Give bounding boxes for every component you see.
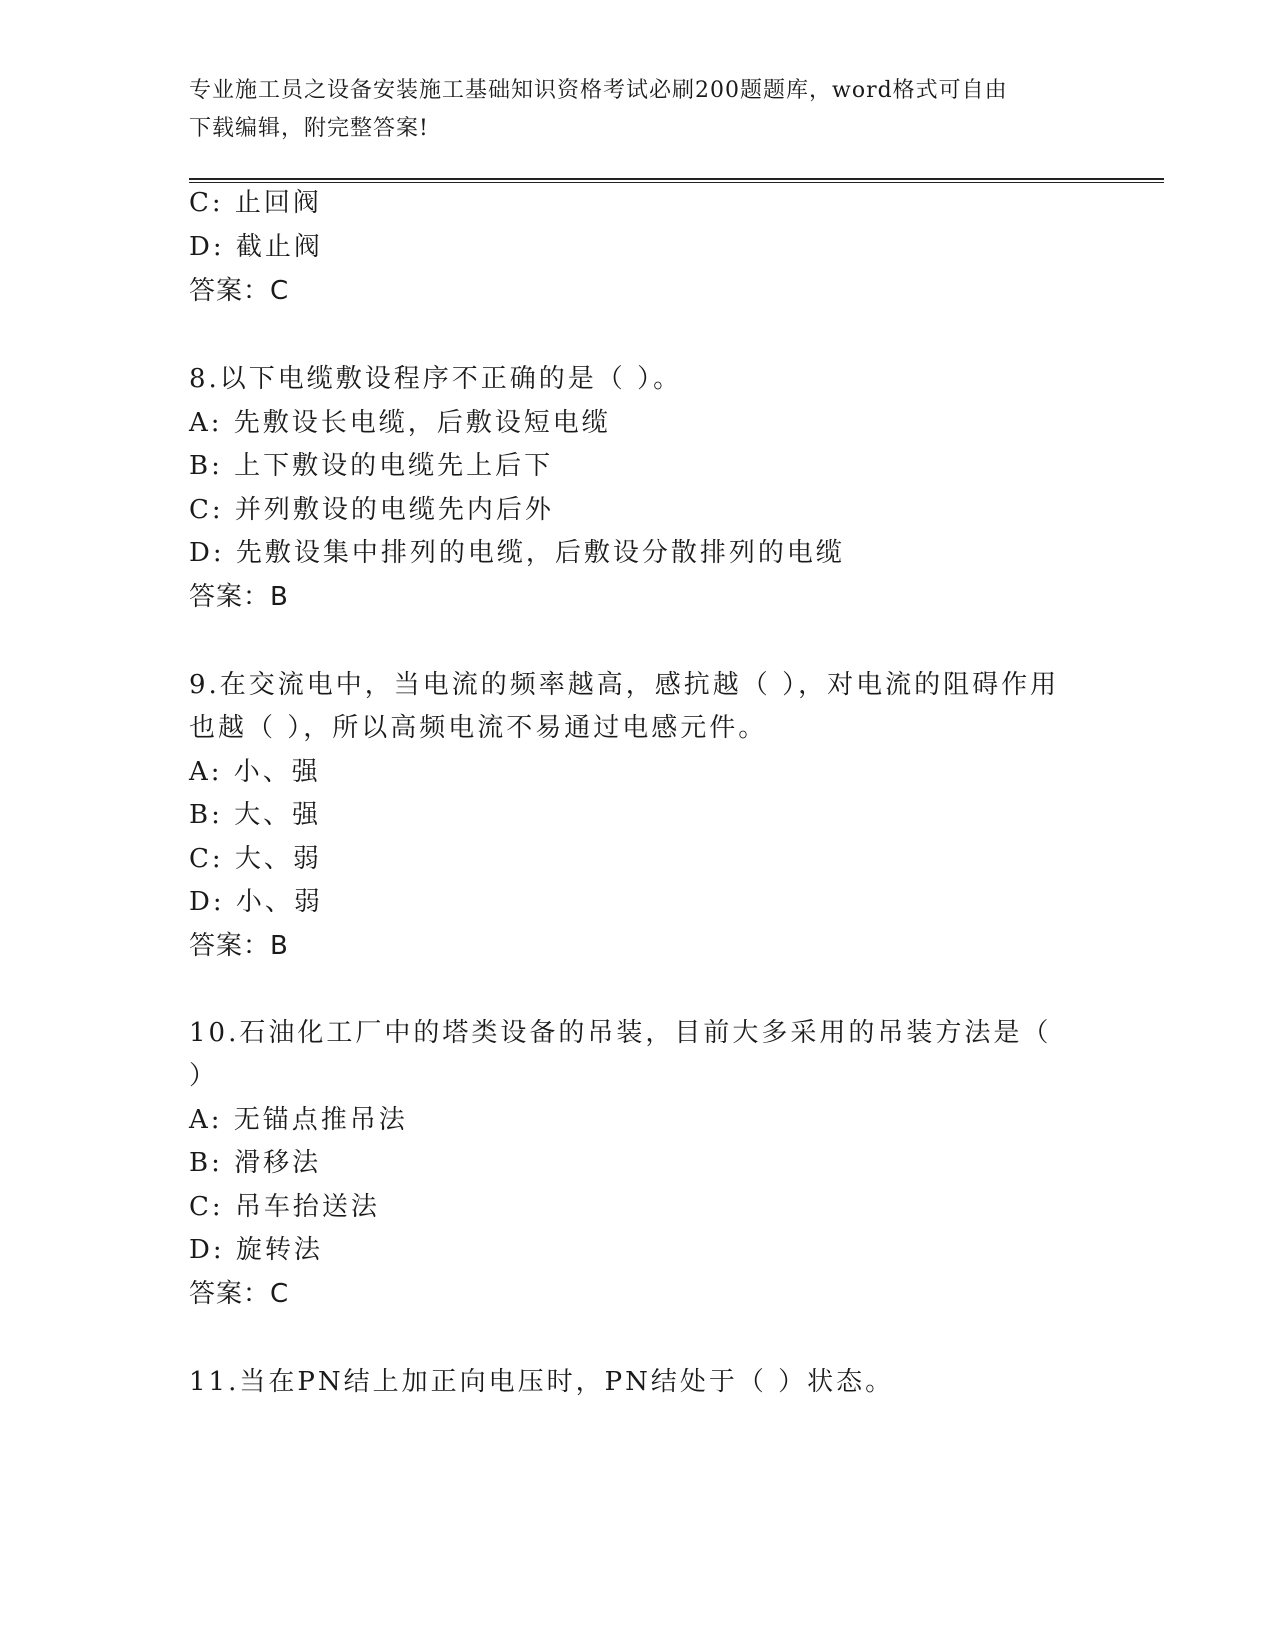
q9-option-b: B: 大、强	[189, 800, 322, 830]
header-line-1: 专业施工员之设备安装施工基础知识资格考试必刷200题题库，word格式可自由	[189, 78, 1008, 103]
q10-option-d: D: 旋转法	[189, 1235, 323, 1265]
q10-option-a: A: 无锚点推吊法	[189, 1105, 408, 1135]
q8-answer: 答案：B	[189, 582, 289, 612]
q10-stem-line-1: 10.石油化工厂中的塔类设备的吊装，目前大多采用的吊装方法是（	[189, 1018, 1052, 1048]
q9-answer: 答案：B	[189, 931, 289, 961]
header-line-2: 下载编辑，附完整答案!	[189, 116, 429, 141]
q10-option-b: B: 滑移法	[189, 1148, 322, 1178]
q7-answer: 答案：C	[189, 276, 290, 306]
q8-stem: 8.以下电缆敷设程序不正确的是（ ）。	[189, 364, 683, 394]
q7-option-c: C: 止回阀	[189, 188, 322, 218]
document-header	[189, 72, 1089, 148]
q8-option-d: D: 先敷设集中排列的电缆，后敷设分散排列的电缆	[189, 538, 845, 568]
q9-option-d: D: 小、弱	[189, 887, 323, 917]
q9-stem-line-2: 也越（ ），所以高频电流不易通过电感元件。	[189, 713, 768, 743]
q8-option-a: A: 先敷设长电缆，后敷设短电缆	[189, 408, 611, 438]
q10-stem-line-2: ）	[189, 1061, 219, 1091]
q10-option-c: C: 吊车抬送法	[189, 1192, 380, 1222]
q11-stem: 11.当在PN结上加正向电压时，PN结处于（ ）状态。	[189, 1367, 895, 1397]
q8-option-b: B: 上下敷设的电缆先上后下	[189, 451, 554, 481]
q9-option-a: A: 小、强	[189, 757, 321, 787]
q9-option-c: C: 大、弱	[189, 844, 322, 874]
header-divider	[189, 178, 1164, 183]
q10-answer: 答案：C	[189, 1279, 290, 1309]
q7-option-d: D: 截止阀	[189, 232, 323, 262]
q8-option-c: C: 并列敷设的电缆先内后外	[189, 495, 554, 525]
q9-stem-line-1: 9.在交流电中，当电流的频率越高，感抗越（ ），对电流的阻碍作用	[189, 670, 1060, 700]
